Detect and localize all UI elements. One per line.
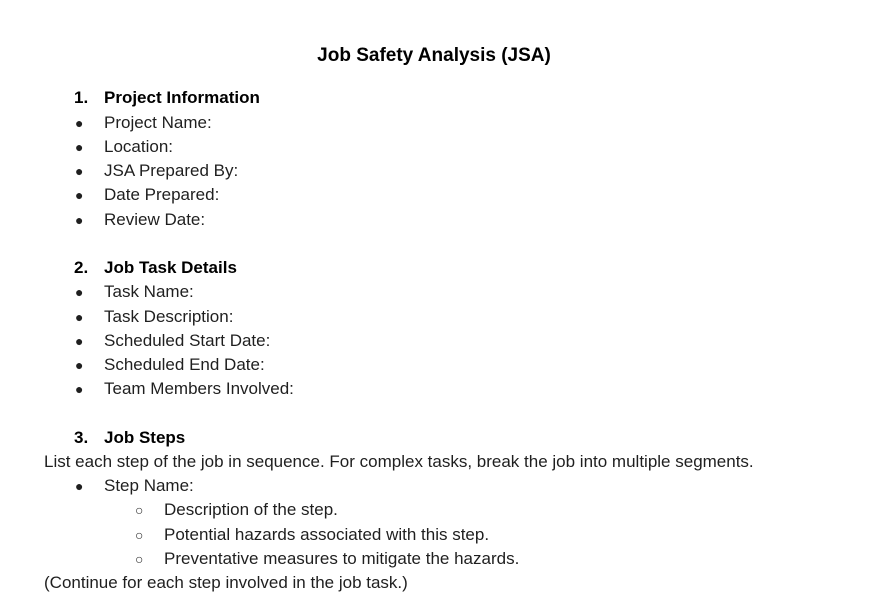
sub-item-description: Description of the step. <box>164 500 338 519</box>
bullet-icon: ● <box>75 284 84 300</box>
field-label-scheduled-start-date: Scheduled Start Date: <box>104 331 271 350</box>
field-label-project-name: Project Name: <box>104 113 212 132</box>
field-label-step-name: Step Name: <box>104 476 194 495</box>
hollow-bullet-icon: ○ <box>135 502 144 518</box>
sub-item-preventative-measures: Preventative measures to mitigate the hazards. <box>164 549 520 568</box>
field-label-review-date: Review Date: <box>104 210 206 229</box>
field-label-date-prepared: Date Prepared: <box>104 185 220 204</box>
bullet-icon: ● <box>75 115 84 131</box>
field-label-jsa-prepared-by: JSA Prepared By: <box>104 161 239 180</box>
bullet-icon: ● <box>75 357 84 373</box>
bullet-icon: ● <box>75 309 84 325</box>
bullet-icon: ● <box>75 478 84 494</box>
bullet-icon: ● <box>75 381 84 397</box>
bullet-icon: ● <box>75 333 84 349</box>
section-number: 1. <box>74 88 89 107</box>
field-label-task-name: Task Name: <box>104 282 194 301</box>
bullet-icon: ● <box>75 163 84 179</box>
field-label-task-description: Task Description: <box>104 307 234 326</box>
field-label-scheduled-end-date: Scheduled End Date: <box>104 355 265 374</box>
section-number: 2. <box>74 258 89 277</box>
bullet-icon: ● <box>75 212 84 228</box>
sub-item-hazards: Potential hazards associated with this step. <box>164 525 490 544</box>
hollow-bullet-icon: ○ <box>135 527 144 543</box>
intro-text: List each step of the job in sequence. For complex tasks, break the job into multiple segments. <box>44 452 754 471</box>
outro-text: (Continue for each step involved in the job task.) <box>44 573 408 592</box>
document-title: Job Safety Analysis (JSA) <box>317 45 551 66</box>
section-heading: Job Steps <box>104 428 186 447</box>
field-label-location: Location: <box>104 137 173 156</box>
section-heading: Job Task Details <box>104 258 237 277</box>
section-heading: Project Information <box>104 88 260 107</box>
bullet-icon: ● <box>75 187 84 203</box>
field-label-team-members-involved: Team Members Involved: <box>104 379 294 398</box>
hollow-bullet-icon: ○ <box>135 551 144 567</box>
bullet-icon: ● <box>75 139 84 155</box>
section-number: 3. <box>74 428 89 447</box>
